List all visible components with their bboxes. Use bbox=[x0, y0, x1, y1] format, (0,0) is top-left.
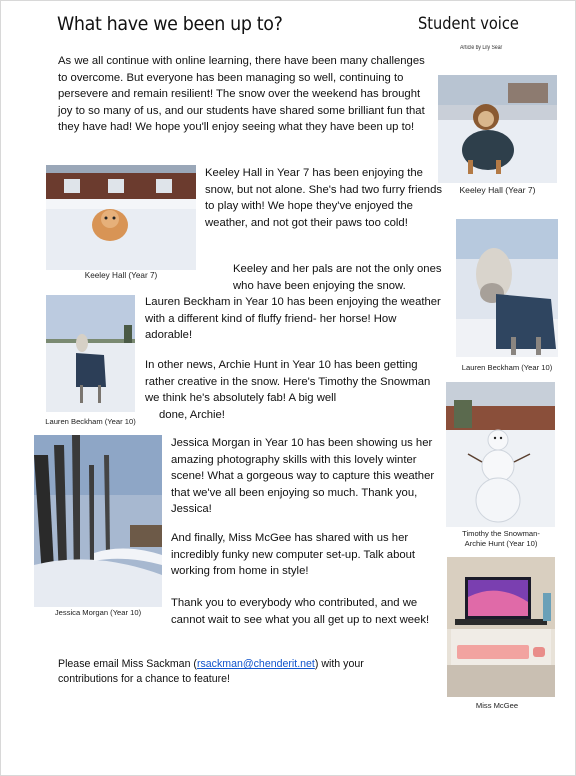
archie-paragraph-end: done, Archie! bbox=[159, 409, 225, 421]
jessica-paragraph: Jessica Morgan in Year 10 has been showing us her amazing photography skills with this lovely winter scene! What a gorgeous way to capture this weather that we've all been enjoying so much. Thank you, Jessica! bbox=[171, 437, 435, 516]
snowman-photo bbox=[446, 382, 555, 527]
section-title: Student voice bbox=[418, 14, 519, 34]
dog-photo-right bbox=[438, 75, 557, 183]
trees-photo bbox=[34, 435, 162, 607]
desk-photo bbox=[447, 557, 555, 697]
lauren-paragraph: Lauren Beckham in Year 10 has been enjoying the weather with a different kind of fluffy friend- her horse! How adorable! bbox=[145, 296, 441, 342]
caption-dog-left: Keeley Hall (Year 7) bbox=[84, 271, 158, 280]
caption-horse-right: Lauren Beckham (Year 10) bbox=[461, 363, 553, 372]
caption-trees: Jessica Morgan (Year 10) bbox=[54, 608, 142, 617]
horse-photo-right bbox=[456, 219, 558, 357]
caption-horse-left: Lauren Beckham (Year 10) bbox=[45, 417, 136, 426]
thanks-paragraph: Thank you to everybody who contributed, and we cannot wait to see what you all get up to next week! bbox=[171, 597, 430, 626]
intro-paragraph: As we all continue with online learning, there have been many challenges to overcome. But everyone has been managing so well, continuing to persevere and remain resilient! The snow over the weekend has brought joy to so many of us, and our students have shared some brilliant fun that they have had! We hope you'll enjoy seeing what they have been up to! bbox=[58, 55, 425, 134]
contact-text-after: ) with your contributions for a chance to feature! bbox=[58, 658, 364, 685]
contact-paragraph bbox=[58, 657, 378, 687]
article-byline: Article by Lily Sear bbox=[460, 45, 503, 51]
lauren-intro-paragraph: Keeley and her pals are not the only ones who have been enjoying the snow. bbox=[233, 263, 442, 292]
contact-email-link[interactable]: rsackman@chenderit.net bbox=[196, 658, 315, 670]
dog-photo-left bbox=[46, 165, 196, 270]
caption-snowman: Timothy the Snowman- Archie Hunt (Year 10) bbox=[462, 529, 540, 548]
archie-paragraph: In other news, Archie Hunt in Year 10 has been getting rather creative in the snow. Here's Timothy the Snowman we think he's absolutely fab! A big well bbox=[145, 359, 431, 405]
mcgee-paragraph: And finally, Miss McGee has shared with us her incredibly funky new computer set-up. Talk about working from home in style! bbox=[171, 532, 416, 578]
contact-text-before: Please email Miss Sackman ( bbox=[58, 658, 197, 670]
horse-photo-left bbox=[46, 295, 135, 412]
caption-dog-right: Keeley Hall (Year 7) bbox=[459, 185, 536, 195]
caption-desk: Miss McGee bbox=[475, 701, 519, 710]
page-title: What have we been up to? bbox=[57, 13, 283, 35]
keeley-paragraph: Keeley Hall in Year 7 has been enjoying the snow, but not alone. She's had two furry friends to play with! We hope they've enjoyed the weather, and not got their paws too cold! bbox=[205, 167, 443, 229]
